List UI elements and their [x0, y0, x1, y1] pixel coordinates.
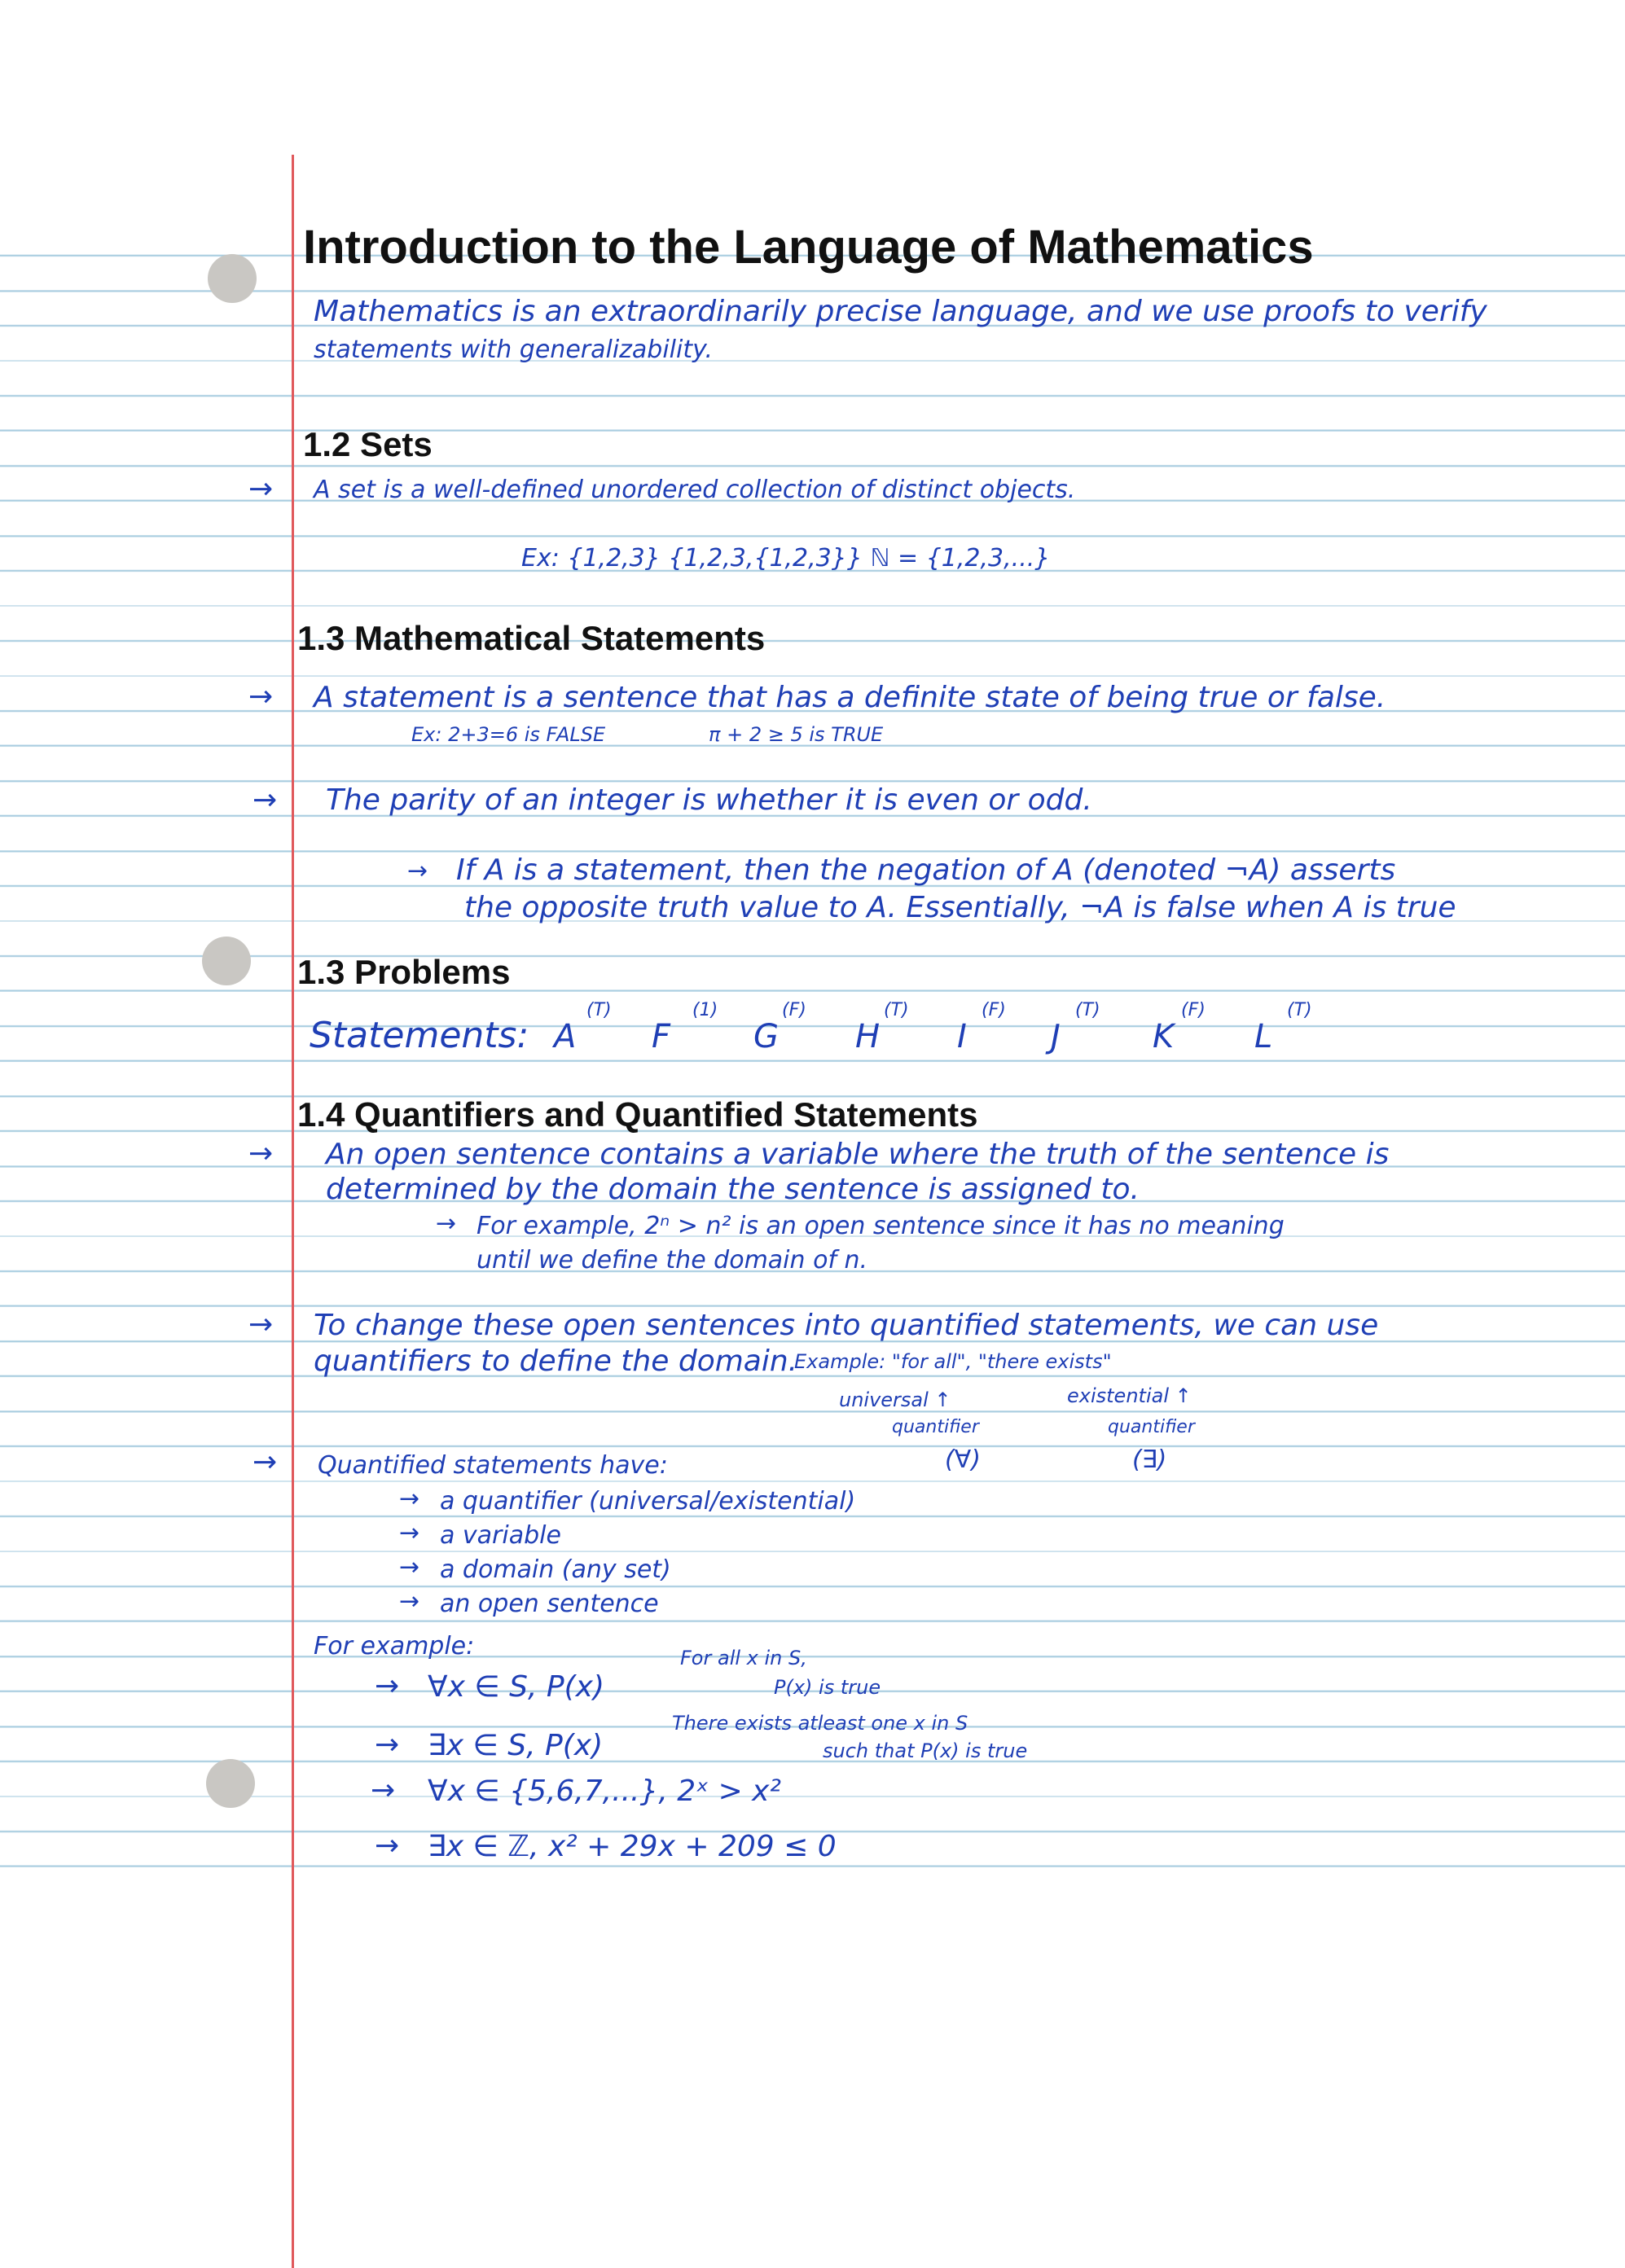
universal-label: universal ↑: [839, 1388, 951, 1411]
arrow-icon: →: [248, 680, 274, 713]
problem-letter-h: H: [855, 1018, 881, 1055]
problem-letter-l: L: [1254, 1018, 1273, 1055]
problem-letter-k: K: [1153, 1018, 1175, 1055]
intro-line-2: statements with generalizability.: [314, 336, 714, 364]
sets-example: Ex: {1,2,3} {1,2,3,{1,2,3}} ℕ = {1,2,3,...}: [521, 544, 1051, 572]
arrow-icon: →: [399, 1519, 420, 1547]
arrow-icon: →: [399, 1553, 420, 1581]
statement-definition: A statement is a sentence that has a definite state of being true or false.: [314, 681, 1386, 714]
problem-value-a: (T): [586, 1000, 612, 1020]
open-sentence-example-line-2: until we define the domain of n.: [477, 1246, 868, 1274]
problem-letter-a: A: [554, 1018, 577, 1055]
top-margin: [0, 0, 1625, 244]
arrow-icon: →: [253, 783, 278, 817]
arrow-icon: →: [375, 1669, 400, 1703]
statement-example-false: Ex: 2+3=6 is FALSE: [411, 723, 606, 746]
existential-label: existential ↑: [1067, 1384, 1192, 1407]
formula-universal: ∀x ∈ S, P(x): [428, 1670, 605, 1704]
change-line-2: quantifiers to define the domain.: [314, 1345, 798, 1378]
arrow-icon: →: [399, 1587, 420, 1616]
problem-value-k: (F): [1181, 1000, 1206, 1020]
example-label: Example: "for all", "there exists": [794, 1350, 1112, 1373]
open-sentence-example-line-1: For example, 2ⁿ > n² is an open sentence since it has no meaning: [477, 1212, 1285, 1240]
problem-value-i: (F): [982, 1000, 1006, 1020]
arrow-icon: →: [399, 1485, 420, 1513]
open-sentence-line-2: determined by the domain the sentence is assigned to.: [326, 1173, 1140, 1206]
parity-definition: The parity of an integer is whether it is even or odd.: [326, 783, 1092, 817]
problem-letter-g: G: [753, 1018, 779, 1055]
existential-symbol: (∃): [1132, 1445, 1167, 1474]
formula-existential-integers: ∃x ∈ ℤ, x² + 29x + 209 ≤ 0: [428, 1830, 837, 1863]
problem-value-j: (T): [1075, 1000, 1100, 1020]
page-title: Introduction to the Language of Mathematics: [303, 221, 1314, 274]
formula-universal-note-1: For all x in S,: [680, 1647, 807, 1669]
for-example-label: For example:: [314, 1632, 475, 1660]
universal-symbol: (∀): [945, 1445, 981, 1474]
arrow-icon: →: [375, 1728, 400, 1761]
problem-letter-i: I: [957, 1018, 967, 1055]
formula-existential: ∃x ∈ S, P(x): [428, 1729, 604, 1762]
existential-quantifier-label: quantifier: [1108, 1417, 1195, 1437]
margin-line: [292, 155, 294, 2268]
problem-value-l: (T): [1287, 1000, 1312, 1020]
binder-hole-top: [208, 254, 257, 303]
problem-value-f: (1): [692, 1000, 718, 1020]
have-item-quantifier: a quantifier (universal/existential): [440, 1487, 856, 1516]
statement-example-true: π + 2 ≥ 5 is TRUE: [709, 723, 884, 746]
intro-line-1: Mathematics is an extraordinarily precise language, and we use proofs to verify: [314, 295, 1487, 328]
sets-definition: A set is a well-defined unordered collection of distinct objects.: [314, 476, 1076, 504]
have-item-open-sentence: an open sentence: [440, 1590, 659, 1618]
binder-hole-middle: [202, 937, 251, 985]
section-heading-statements: 1.3 Mathematical Statements: [297, 619, 766, 657]
formula-existential-note-2: such that P(x) is true: [823, 1739, 1028, 1762]
arrow-icon: →: [371, 1774, 396, 1807]
problem-value-g: (F): [782, 1000, 806, 1020]
negation-line-2: the opposite truth value to A. Essentially, ¬A is false when A is true: [464, 891, 1456, 924]
open-sentence-line-1: An open sentence contains a variable where the truth of the sentence is: [326, 1138, 1390, 1171]
arrow-icon: →: [436, 1209, 457, 1238]
arrow-icon: →: [407, 857, 428, 885]
universal-quantifier-label: quantifier: [892, 1417, 979, 1437]
formula-existential-note-1: There exists atleast one x in S: [672, 1712, 968, 1735]
change-line-1: To change these open sentences into quantified statements, we can use: [314, 1309, 1379, 1342]
section-heading-sets: 1.2 Sets: [303, 425, 433, 463]
formula-universal-note-2: P(x) is true: [774, 1676, 881, 1699]
arrow-icon: →: [248, 1137, 274, 1170]
problem-letter-j: J: [1051, 1018, 1061, 1055]
problem-value-h: (T): [884, 1000, 909, 1020]
section-heading-problems: 1.3 Problems: [297, 953, 511, 991]
quantified-have-heading: Quantified statements have:: [318, 1451, 668, 1480]
have-item-domain: a domain (any set): [440, 1555, 671, 1584]
arrow-icon: →: [253, 1445, 278, 1479]
formula-universal-domain: ∀x ∈ {5,6,7,...}, 2ˣ > x²: [428, 1774, 781, 1808]
problems-label: Statements:: [310, 1015, 529, 1056]
problem-letter-f: F: [652, 1018, 671, 1055]
bottom-margin: [0, 1897, 1625, 2036]
arrow-icon: →: [248, 472, 274, 506]
arrow-icon: →: [248, 1308, 274, 1341]
negation-line-1: If A is a statement, then the negation of A (denoted ¬A) asserts: [456, 853, 1396, 887]
section-heading-quantifiers: 1.4 Quantifiers and Quantified Statements: [297, 1095, 978, 1134]
binder-hole-bottom: [206, 1759, 255, 1808]
arrow-icon: →: [375, 1829, 400, 1862]
have-item-variable: a variable: [440, 1521, 561, 1550]
